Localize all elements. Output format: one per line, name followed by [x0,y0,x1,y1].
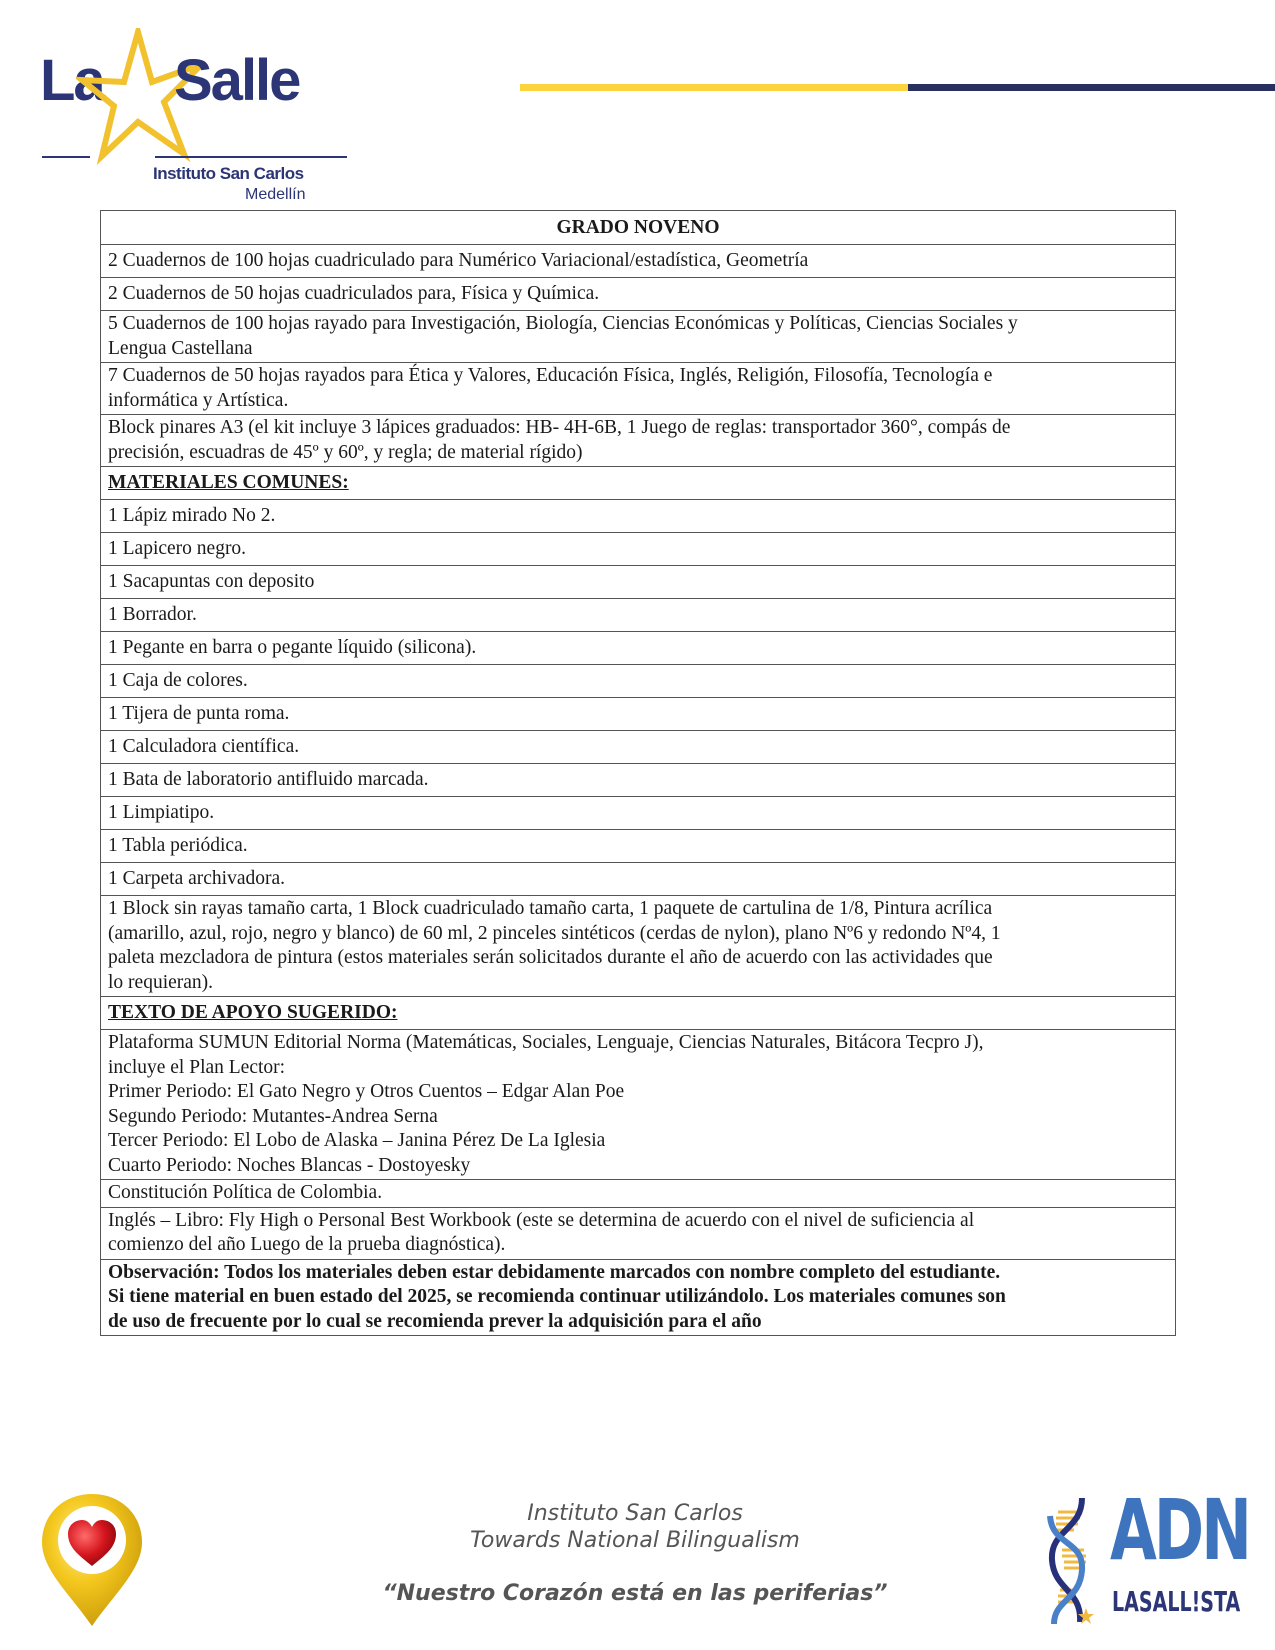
header-accent-bar [520,84,1275,91]
footer-bilingualism: Towards National Bilingualism [470,1528,800,1553]
adn-lasallista-logo [1040,1481,1249,1630]
table-row-notebook [101,362,1175,414]
table-row-art-materials [101,895,1175,996]
table-row-common-item: 1 Tijera de punta roma. [101,697,1175,730]
text-line: incluye el Plan Lector: [108,1056,286,1078]
text-line: 7 Cuadernos de 50 hojas rayados para Ética y Valores, Educación Física, Inglés, Religión, Filosofía, Tecnología e [108,365,993,386]
table-row-observation [101,1259,1175,1336]
text-line: Lengua Castellana [108,337,253,359]
supplies-table [100,210,1176,1336]
logo-rule-left [42,156,90,158]
table-row-constitution: Constitución Política de Colombia. [101,1179,1175,1207]
text-line: 5 Cuadernos de 100 hojas rayado para Investigación, Biología, Ciencias Económicas y Políticas, Ciencias Sociales y [108,313,1018,334]
text-line: Si tiene material en buen estado del 2025, se recomienda continuar utilizándolo. Los materiales comunes son [108,1286,1006,1307]
footer-institution: Instituto San Carlos [527,1501,743,1526]
section-heading-text: TEXTO DE APOYO SUGERIDO: [108,1001,398,1023]
text-line: comienzo del año Luego de la prueba diagnóstica). [108,1234,506,1255]
table-row-common-item: 1 Tabla periódica. [101,829,1175,862]
table-row-common-item: 1 Bata de laboratorio antifluido marcada. [101,763,1175,796]
dna-icon [1040,1490,1110,1630]
text-line: Tercer Periodo: El Lobo de Alaska – Janina Pérez De La Iglesia [108,1130,606,1151]
accent-bar-navy [908,84,1275,91]
text-line: Plataforma SUMUN Editorial Norma (Matemáticas, Sociales, Lenguaje, Ciencias Naturales, Bitácora Tecpro J), [108,1032,984,1053]
text-line: (amarillo, azul, rojo, negro y blanco) de 60 ml, 2 pinceles sintéticos (cerdas de nylon), plano Nº6 y redondo Nº4, 1 [108,922,1001,944]
text-line: de uso de frecuente por lo cual se recomienda prever la adquisición para el año [108,1310,762,1332]
table-row-notebook [101,414,1175,466]
logo-word-la: La [40,48,104,113]
table-row-notebook [101,310,1175,362]
text-line: Cuarto Periodo: Noches Blancas - Dostoyesky [108,1154,471,1176]
section-heading-support-texts [101,996,1175,1029]
logo-institution: Instituto San Carlos [153,164,304,183]
table-row-common-item: 1 Borrador. [101,598,1175,631]
text-line: Observación: Todos los materiales deben estar debidamente marcados con nombre completo del estudiante. [108,1261,1001,1283]
logo-word-salle: Salle [174,48,300,113]
table-row-platform [101,1029,1175,1179]
text-line: paleta mezcladora de pintura (estos materiales serán solicitados durante el año de acuerdo con las actividades que [108,947,993,968]
table-row-common-item: 1 Lápiz mirado No 2. [101,499,1175,532]
table-row-common-item: 1 Lapicero negro. [101,532,1175,565]
text-line: informática y Artística. [108,389,289,411]
table-title: GRADO NOVENO [556,217,720,238]
table-row-common-item: 1 Calculadora científica. [101,730,1175,763]
table-row-common-item: 1 Pegante en barra o pegante líquido (silicona). [101,631,1175,664]
logo-city: Medellín [245,186,306,203]
table-row-common-item: 1 Carpeta archivadora. [101,862,1175,895]
text-line: Segundo Periodo: Mutantes-Andrea Serna [108,1105,438,1127]
table-row-notebook: 2 Cuadernos de 100 hojas cuadriculado para Numérico Variacional/estadística, Geometría [101,244,1175,277]
la-salle-logo [40,30,320,203]
footer-text-block [370,1500,900,1606]
text-line: lo requieran). [108,971,214,993]
section-heading-text: MATERIALES COMUNES: [108,471,349,493]
logo-rule-right [155,156,347,158]
text-line: Block pinares A3 (el kit incluye 3 lápices graduados: HB- 4H-6B, 1 Juego de reglas: transportador 360°, compás de [108,417,1011,438]
adn-word: ADN [1110,1481,1249,1579]
text-line: Inglés – Libro: Fly High o Personal Best Workbook (este se determina de acuerdo con el nivel de suficiencia al [108,1209,975,1231]
heart-location-pin-icon [40,1490,145,1630]
text-line: 1 Block sin rayas tamaño carta, 1 Block cuadriculado tamaño carta, 1 paquete de cartulina de 1/8, Pintura acrílica [108,898,993,919]
table-row-common-item: 1 Limpiatipo. [101,796,1175,829]
footer-slogan: “Nuestro Corazón está en las periferias” [382,1581,888,1606]
text-line: Primer Periodo: El Gato Negro y Otros Cuentos – Edgar Alan Poe [108,1081,625,1102]
section-heading-common-materials [101,466,1175,499]
table-row-english-book [101,1207,1175,1259]
accent-bar-yellow [520,84,908,91]
text-line: precisión, escuadras de 45º y 60º, y regla; de material rígido) [108,441,583,463]
table-row-common-item: 1 Caja de colores. [101,664,1175,697]
lasallista-word: LASALL!STA [1112,1585,1241,1618]
table-row-notebook: 2 Cuadernos de 50 hojas cuadriculados para, Física y Química. [101,277,1175,310]
table-row-common-item: 1 Sacapuntas con deposito [101,565,1175,598]
